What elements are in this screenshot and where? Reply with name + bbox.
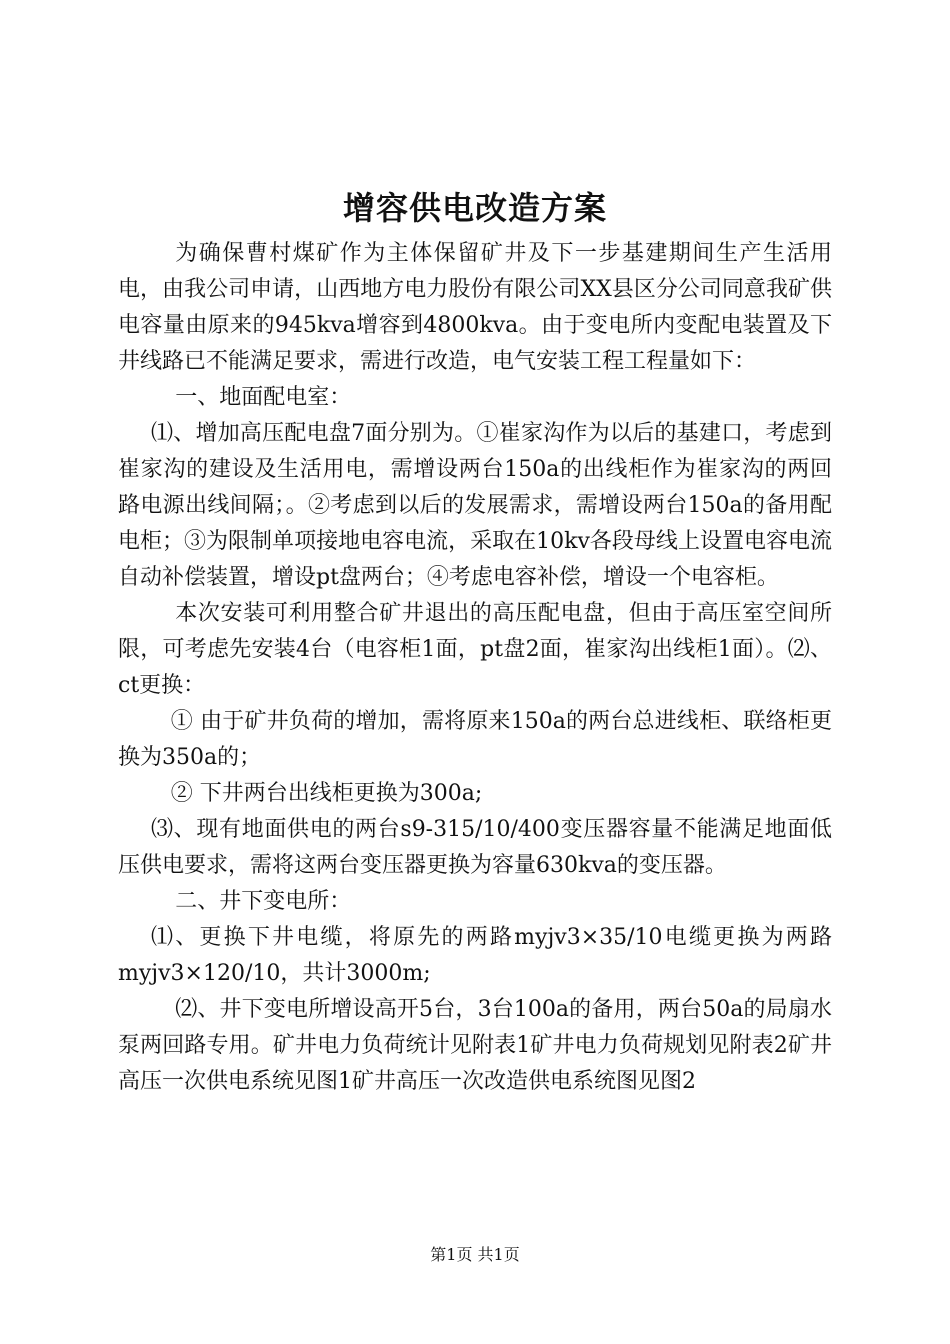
section-heading-ground-room: 一、地面配电室： <box>175 385 352 410</box>
paragraph-ct-1: ① 由于矿井负荷的增加，需将原来150a的两台总进线柜、联络柜更换为350a的； <box>118 709 832 770</box>
section-heading-underground: 二、井下变电所： <box>175 889 352 914</box>
paragraph-ct-2: ② 下井两台出线柜更换为300a; <box>170 781 483 806</box>
paragraph-switchgear: ⑵、井下变电所增设高开5台，3台100a的备用，两台50a的局扇水泵两回路专用。矿井电力负荷统计见附表1矿井电力负荷规划见附表2矿井高压一次供电系统见图1矿井高压一次改造供电系统图见图2 <box>118 997 832 1094</box>
paragraph-cable: ⑴、更换下井电缆，将原先的两路myjv3×35/10电缆更换为两路myjv3×120/10，共计3000m; <box>118 925 832 986</box>
paragraph-item-3: ⑶、现有地面供电的两台s9-315/10/400变压器容量不能满足地面低压供电要求，需将这两台变压器更换为容量630kva的变压器。 <box>118 817 832 878</box>
paragraph-installation: 本次安装可利用整合矿井退出的高压配电盘，但由于高压室空间所限，可考虑先安装4台（电容柜1面，pt盘2面，崔家沟出线柜1面）。⑵、ct更换： <box>118 601 832 698</box>
document-title: 增容供电改造方案 <box>342 189 607 227</box>
document-body <box>118 236 832 1100</box>
paragraph-intro: 为确保曹村煤矿作为主体保留矿井及下一步基建期间生产生活用电，由我公司申请，山西地方电力股份有限公司XX县区分公司同意我矿供电容量由原来的945kva增容到4800kva。由于变电所内变配电装置及下井线路已不能满足要求，需进行改造，电气安装工程工程量如下： <box>118 241 832 374</box>
page-footer: 第1页 共1页 <box>430 1245 520 1264</box>
paragraph-item-1: ⑴、增加高压配电盘7面分别为。①崔家沟作为以后的基建口，考虑到崔家沟的建设及生活用电，需增设两台150a的出线柜作为崔家沟的两回路电源出线间隔；。②考虑到以后的发展需求，需增设两台150a的备用配电柜；③为限制单项接地电容电流，采取在10kv各段母线上设置电容电流自动补偿装置，增设pt盘两台；④考虑电容补偿，增设一个电容柜。 <box>118 421 832 590</box>
